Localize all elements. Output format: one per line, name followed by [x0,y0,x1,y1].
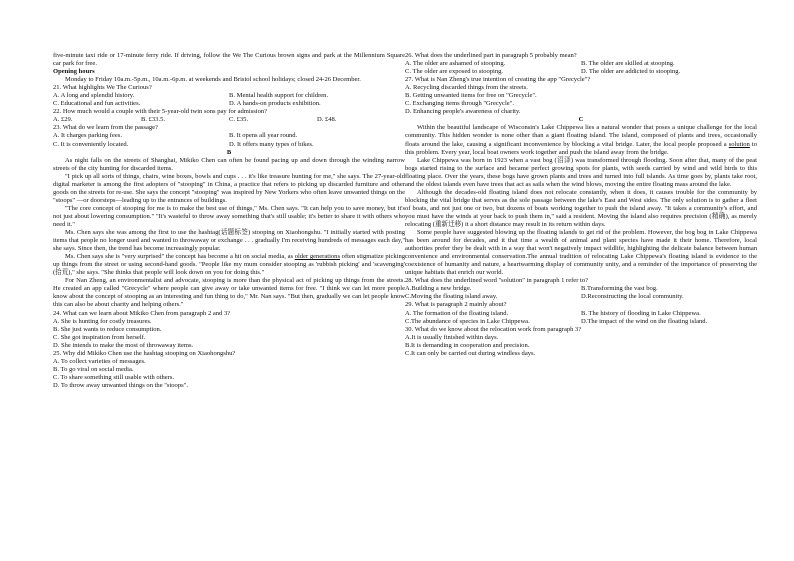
underlined-older-generations: older generations [294,253,340,261]
right-column [405,52,757,358]
paragraph-5-start: Ms. Chen says she is "very surprised" the concept has become a hit on social media, as [65,253,295,261]
passage-b-paragraph-6: For Nan Zheng, an environmentalist and advocate, stooping is more than the physical act of picking up things from the streets. He created an app called "Grecycle" where people can give away or take unwanted items for free. "I think we can let more people know about the concept of stooping as an interesting and fun thing to do," Mr. Nan says. "But then, gradually we can let people know this can also be about charity and helping others." [53,277,405,309]
question-27-options [405,84,757,116]
question-26-options [405,60,757,76]
question-29-options [405,310,757,326]
underlined-solution: solution [728,140,750,148]
q24-option-c: C. She got inspiration from herself. [53,333,146,341]
q28-option-c: C.Moving the floating island away. [405,293,498,301]
q22-option-b: B. £33.5. [141,116,166,124]
question-22-options [53,116,405,124]
q21-option-a: A. A long and splendid history. [53,92,135,100]
question-24: 24. What can we learn about Mikiko Chen from paragraph 2 and 3? [53,309,231,317]
question-27: 27. What is Nan Zheng's true intention of creating the app "Grecycle"? [405,76,591,84]
q26-option-c: C. The older are exposed to stooping. [405,68,504,76]
passage-b-paragraph-5 [53,253,405,277]
q27-option-a: A. Recycling discarded things from the streets. [405,84,528,92]
q28-option-b: B.Transforming the vast bog. [581,285,658,293]
q26-option-d: D. The older are addicted to stooping. [581,68,681,76]
q24-option-b: B. She just wants to reduce consumption. [53,325,162,333]
q27-option-c: C. Exchanging items through "Grecycle". [405,100,514,108]
q23-option-b: B. It opens all year round. [229,132,298,140]
q25-option-a: A. To collect varieties of messages. [53,357,146,365]
opening-hours-text: Monday to Friday 10a.m.-5p.m., 10a.m.-6p.m. at weekends and Bristol school holidays; closed 24-26 December. [65,76,361,84]
q29-option-c: C.The abundance of species in Lake Chippewa. [405,317,530,325]
q21-option-c: C. Educational and fun activities. [53,100,141,108]
passage-c-paragraph-3: Although the decades-old floating island does not relocate constantly, when it does, it causes trouble for the community by blocking the vital bridge that serves as the sole passage between the lake's East and West sides. The only solution is to gather a fleet of boats, and not just one or two, but dozens of boats working together to push the island away. "It takes a community's effort, and you must have the winds at your back to push them in," said a resident. Moving the island also requires precision (精确), as merely relocating (重新迁移) it a short distance may result in its return within days. [405,188,757,228]
q22-option-c: C. £35. [229,116,249,124]
passage-b-paragraph-2: "I pick up all sorts of things, chairs, wine boxes, bowls and cups . . . it's like treasure hunting for me," she says. The 27-year-old digital marketer is among the first adopters of "stooping" in China, a practice that refers to picking up discarded furniture and other goods on the streets for re-use. She says the concept "stooping" was inspired by New Yorkers who often leave unwanted things on the "stoops" —or doorsteps—leading up to the entrances of buildings. [53,172,405,204]
opening-hours-heading: Opening hours [53,68,95,76]
q24-option-a: A. She is hunting for costly treasures. [53,317,152,325]
paragraph-1-end: to this problem. Every year, local boat owners work together and push the island away from the bridge. [405,140,757,156]
q22-option-a: A. £29. [53,116,73,124]
question-28-options [405,285,757,301]
question-28: 28. What does the underlined word "solution" in paragraph 1 refer to? [405,277,589,285]
section-c-heading: C [578,116,584,124]
passage-c-paragraph-1 [405,124,757,156]
q27-option-d: D. Enhancing people's awareness of charity. [405,108,521,116]
q21-option-d: D. A hands-on products exhibition. [229,100,321,108]
q23-option-d: D. It offers many types of bikes. [229,140,314,148]
q30-option-b: B.It is demanding in cooperation and precision. [405,341,530,349]
question-30-options [405,334,757,358]
q23-option-c: C. It is conveniently located. [53,140,129,148]
q28-option-a: A.Building a new bridge. [405,285,472,293]
q29-option-b: B. The history of flooding in Lake Chippewa. [581,309,701,317]
question-21: 21. What highlights We The Curious? [53,84,152,92]
question-25-options [53,358,405,390]
q23-option-a: A. It charges parking fees. [53,132,122,140]
q29-option-a: A. The formation of the floating island. [405,309,509,317]
paragraph-5-end: often stigmatize picking up things from the street or using second-hand goods. "People like my mum consider stooping as 'rubbish picking' and 'scavenging' (拾荒)," she says. "She thinks that people will look down on you for doing this." [53,253,405,277]
question-24-options [53,318,405,350]
passage-a-ending: five-minute taxi ride or 17-minute ferry ride. If driving, follow the We The Curious brown signs and park at the Millennium Square car park for free. [53,52,405,68]
question-25: 25. Why did Mikiko Chen use the hashtag stooping on Xiaohongshu? [53,349,236,357]
q22-option-d: D. £48. [317,116,337,124]
question-21-options [53,92,405,108]
question-29: 29. What is paragraph 2 mainly about? [405,301,507,309]
q26-option-a: A. The older are ashamed of stooping. [405,60,506,68]
passage-b-paragraph-3: "The core concept of stooping for me is to make the best use of things," Ms. Chen says. "It can help you to save money, but it's not just about lowering consumption." "It's wasteful to throw away something that's still usable; it's better to share it with others who need it." [53,204,405,228]
q30-option-a: A.It is usually finished within days. [405,333,499,341]
left-column [53,52,405,390]
passage-b-paragraph-4: Ms. Chen says she was among the first to use the hashtag(话题标签) stooping on Xiaohongshu. "I initially started with posting items that people no longer used and wanted to throwaway or exchange . . . gradually I'm receiving hundreds of messages each day," she says. Since then, the trend has become increasingly popular. [53,229,405,253]
passage-b-paragraph-1: As night falls on the streets of Shanghai, Mikiko Chen can often be found pacing up and down through the winding narrow streets of the city hunting for discarded items. [53,156,405,172]
q28-option-d: D.Reconstructing the local community. [581,293,684,301]
q29-option-d: D.The impact of the wind on the floating island. [581,317,708,325]
q27-option-b: B. Getting unwanted items for free on "Grecycle". [405,92,537,100]
q25-option-b: B. To go viral on social media. [53,365,134,373]
paragraph-1-start: Within the beautiful landscape of Wisconsin's Lake Chippewa lies a natural wonder that poses a unique challenge for the local community. This hidden wonder is none other than a giant floating island. The island, composed of plants and trees, occasionally floats around the lake, causing a significant inconvenience by blocking a vital bridge. Later, the local people proposed a [405,124,757,148]
question-23: 23. What do we learn from the passage? [53,124,158,132]
passage-c-paragraph-2: Lake Chippewa was born in 1923 when a vast bog (沼泽) was transformed through flooding. Soon after that, many of the peat bogs started rising to the surface and became perfect growing spots for plants, with seeds carried by wind and wild birds to this floating place. Over the years, these bogs have grown plants and trees and turned into full islands. As time goes by, plants take root, and the oldest islands even have trees that act as sails when the wind blows, moving the entire floating mass around the lake. [405,156,757,188]
q30-option-c: C.It can only be carried out during windless days. [405,349,536,357]
passage-c-paragraph-4: Some people have suggested blowing up the floating islands to get rid of the problem. However, the bog bog in Lake Chippewa has been around for decades, and it that time a wealth of animal and plant species have made it their home. Therefore, local authorities prefer they be dealt with in a way that won't negatively impact wildlife, highlighting the delicate balance between human convenience and environmental conservation.The annual tradition of relocating Lake Chippewa's floating island is evidence to the coexistence of humanity and nature, a heartwarming display of community unity, and a reminder of the importance of preserving the unique habitats that enrich our world. [405,229,757,277]
q21-option-b: B. Mental health support for children. [229,92,329,100]
q25-option-d: D. To throw away unwanted things on the "stoops". [53,381,188,389]
question-22: 22. How much would a couple with their 5-year-old twin sons pay for admission? [53,108,268,116]
q25-option-c: C. To share something still usable with others. [53,373,175,381]
q24-option-d: D. She intends to make the most of throwaway items. [53,341,194,349]
section-b-heading: B [226,148,232,156]
q26-option-b: B. The older are skilled at stooping. [581,60,675,68]
question-26: 26. What does the underlined part in paragraph 5 probably mean? [405,52,577,59]
question-30: 30. What do we know about the relocation work from paragraph 3? [405,325,582,333]
question-23-options [53,132,405,148]
